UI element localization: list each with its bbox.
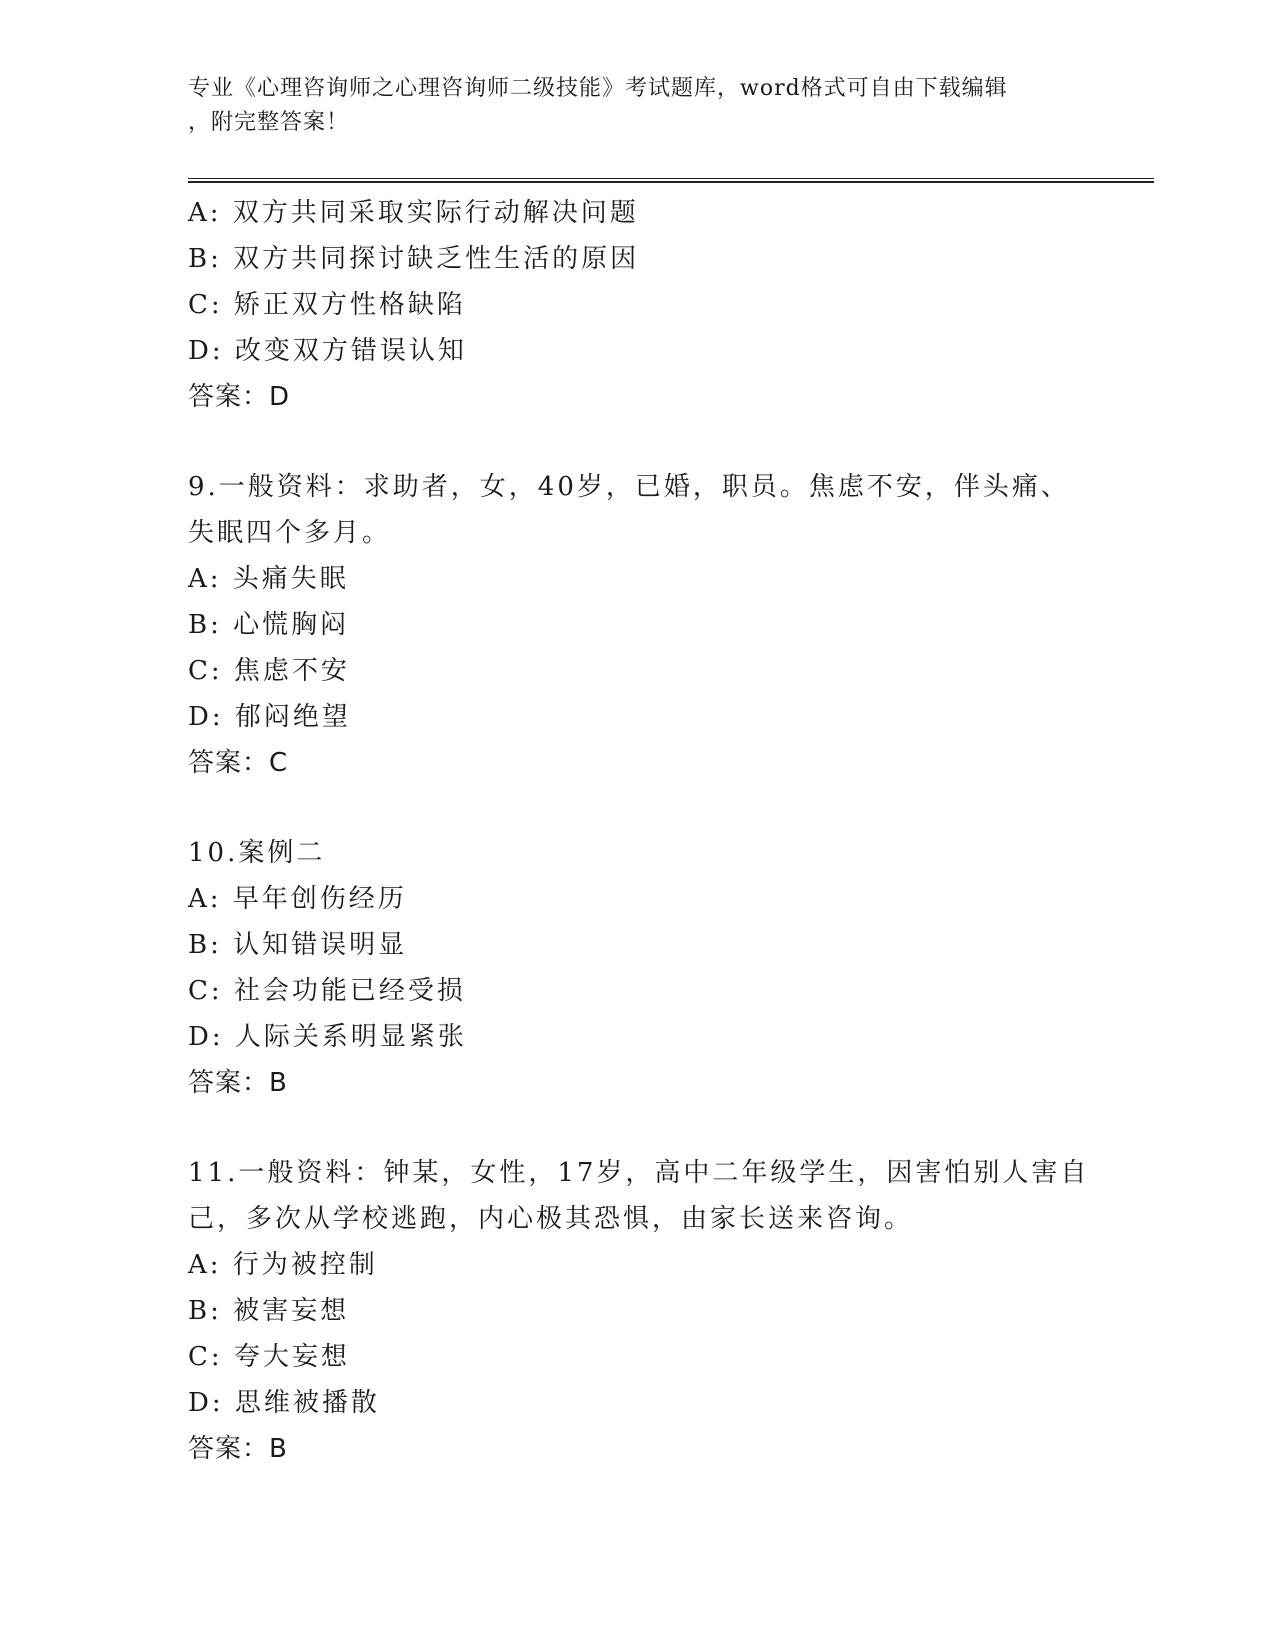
- option-a: A: 早年创伤经历: [188, 884, 407, 914]
- header-title-line: 专业《心理咨询师之心理咨询师二级技能》考试题库，word格式可自由下载编辑: [188, 76, 1008, 101]
- option-d: D: 郁闷绝望: [188, 702, 351, 732]
- header-divider: [188, 178, 1154, 183]
- header-title-continuation: ，附完整答案！: [188, 110, 350, 135]
- answer-label: 答案：B: [188, 1434, 288, 1464]
- option-c: C: 夸大妄想: [188, 1342, 350, 1372]
- option-d: D: 思维被播散: [188, 1388, 380, 1418]
- spacer: [188, 786, 1148, 830]
- answer-label: 答案：C: [188, 748, 289, 778]
- option-d: D: 改变双方错误认知: [188, 336, 467, 366]
- option-b: B: 被害妄想: [188, 1296, 350, 1326]
- option-a: A: 双方共同采取实际行动解决问题: [188, 198, 639, 228]
- option-b: B: 认知错误明显: [188, 930, 408, 960]
- answer-label: 答案：D: [188, 382, 291, 412]
- spacer: [188, 420, 1148, 464]
- question-block: [188, 1150, 1148, 1472]
- answer-label: 答案：B: [188, 1068, 288, 1098]
- option-a: A: 头痛失眠: [188, 564, 349, 594]
- option-d: D: 人际关系明显紧张: [188, 1022, 467, 1052]
- option-b: B: 双方共同探讨缺乏性生活的原因: [188, 244, 640, 274]
- question-block: [188, 830, 1148, 1106]
- document-header: [188, 72, 1088, 140]
- option-a: A: 行为被控制: [188, 1250, 378, 1280]
- question-text: 己，多次从学校逃跑，内心极其恐惧，由家长送来咨询。: [188, 1204, 914, 1234]
- option-c: C: 社会功能已经受损: [188, 976, 466, 1006]
- question-list: [188, 190, 1148, 1472]
- question-text: 失眠四个多月。: [188, 518, 392, 548]
- option-b: B: 心慌胸闷: [188, 610, 350, 640]
- option-c: C: 焦虑不安: [188, 656, 350, 686]
- question-text: 11.一般资料：钟某，女性，17岁，高中二年级学生，因害怕别人害自: [188, 1158, 1090, 1188]
- question-block: [188, 190, 1148, 420]
- question-text: 9.一般资料：求助者，女，40岁，已婚，职员。焦虑不安，伴头痛、: [188, 472, 1070, 502]
- option-c: C: 矫正双方性格缺陷: [188, 290, 466, 320]
- question-block: [188, 464, 1148, 786]
- question-text: 10.案例二: [188, 838, 326, 868]
- spacer: [188, 1106, 1148, 1150]
